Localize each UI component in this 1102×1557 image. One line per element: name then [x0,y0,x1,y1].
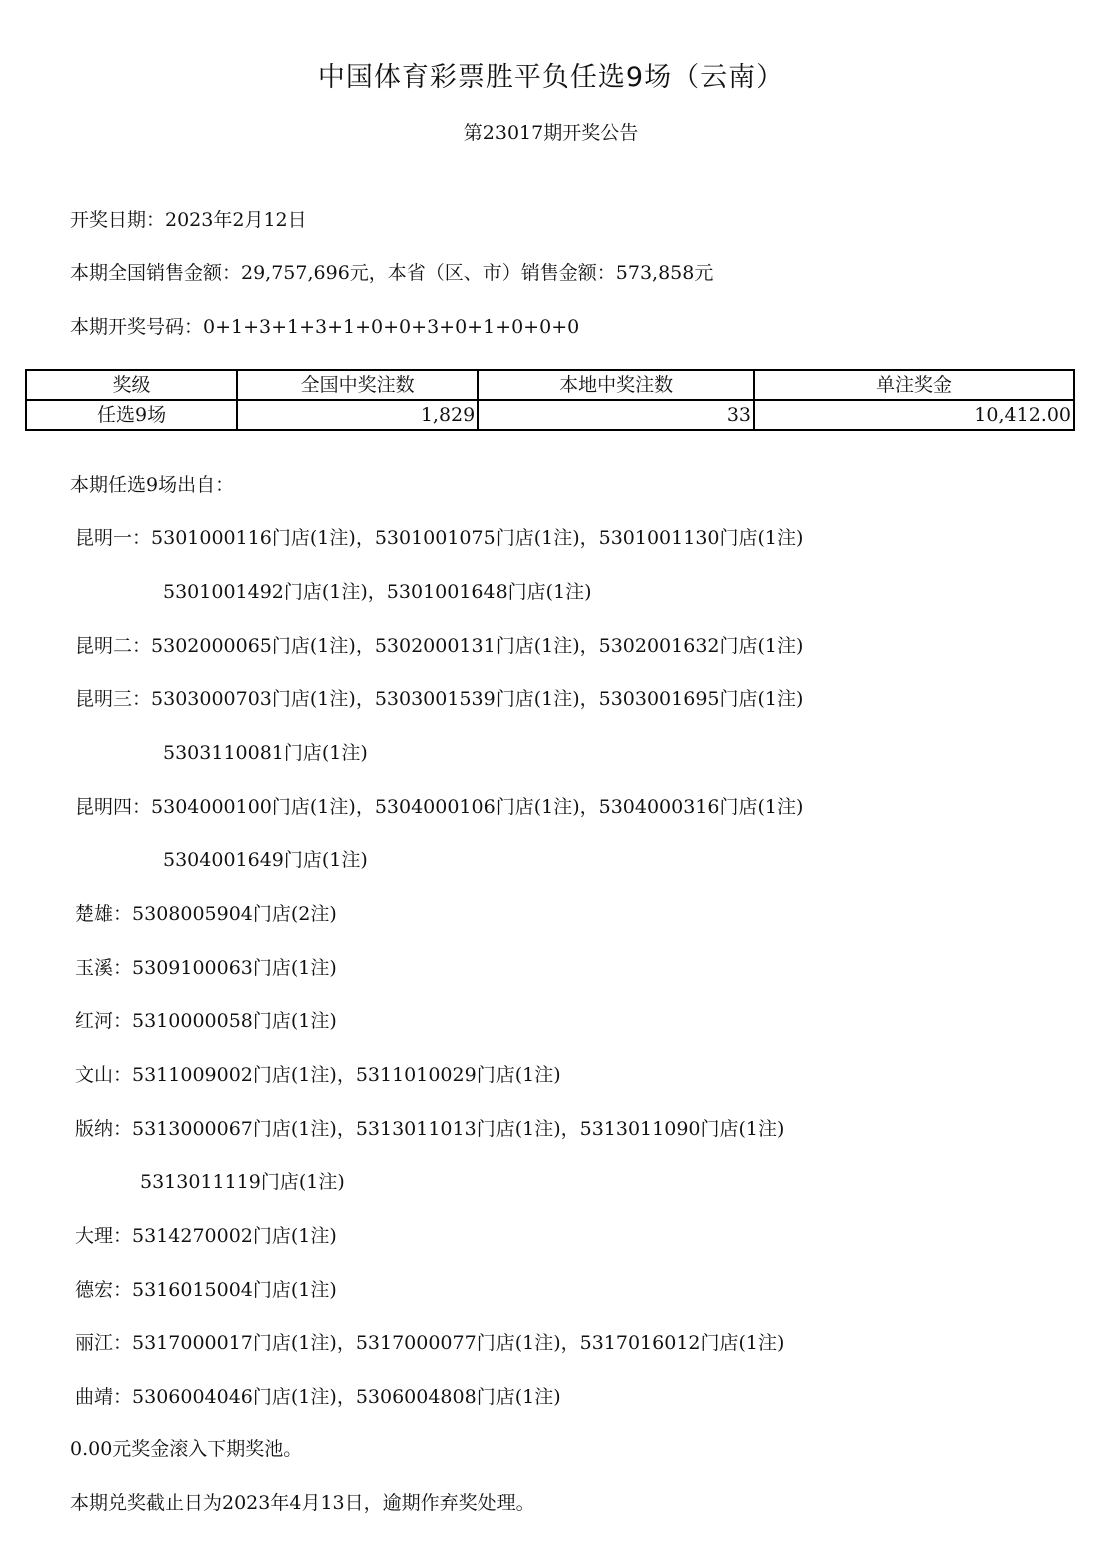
region-name: 红河： [75,1010,133,1032]
region-entry [75,684,803,714]
store-list: 5301000116门店(1注)，5301001075门店(1注)，5301001130门店(1注) [151,527,804,549]
rollover-notice: 0.00元奖金滚入下期奖池。 [70,1438,303,1460]
store-list: 5306004046门店(1注)，5306004808门店(1注) [132,1386,561,1408]
region-entry [75,899,337,929]
header-prize-amount: 单注奖金 [754,370,1074,400]
cell-local-count: 33 [478,400,754,430]
region-entry [75,953,337,983]
cell-national-count: 1,829 [237,400,478,430]
region-name: 版纳： [75,1118,133,1140]
issue-subtitle: 第23017期开奖公告 [463,122,639,144]
region-entry [75,1060,561,1090]
deadline-notice: 本期兑奖截止日为2023年4月13日，逾期作弃奖处理。 [70,1492,535,1514]
region-entry [75,1275,337,1305]
store-list: 5311009002门店(1注)，5311010029门店(1注) [132,1064,561,1086]
winning-numbers: 本期开奖号码：0+1+3+1+3+1+0+0+3+0+1+0+0+0 [70,316,580,338]
region-entry [75,1221,337,1251]
store-list-continued: 5304001649门店(1注) [163,849,368,871]
region-name: 昆明三： [75,688,152,710]
prize-table [25,369,1075,431]
region-name: 玉溪： [75,957,133,979]
store-list: 5303000703门店(1注)，5303001539门店(1注)，5303001695门店(1注) [151,688,804,710]
store-list: 5316015004门店(1注) [132,1279,337,1301]
source-heading: 本期任选9场出自： [70,474,235,496]
store-list: 5304000100门店(1注)，5304000106门店(1注)，5304000316门店(1注) [151,796,804,818]
cell-level: 任选9场 [26,400,237,430]
table-row [26,400,1074,430]
store-list-continued: 5313011119门店(1注) [140,1171,345,1193]
store-list: 5317000017门店(1注)，5317000077门店(1注)，5317016012门店(1注) [132,1332,785,1354]
page-title: 中国体育彩票胜平负任选9场（云南） [317,62,785,93]
cell-prize-amount: 10,412.00 [754,400,1074,430]
region-name: 丽江： [75,1332,133,1354]
region-name: 曲靖： [75,1386,133,1408]
region-name: 大理： [75,1225,133,1247]
region-entry [75,1114,784,1144]
store-list: 5313000067门店(1注)，5313011013门店(1注)，5313011090门店(1注) [132,1118,785,1140]
store-list: 5309100063门店(1注) [132,957,337,979]
region-entry [75,1006,337,1036]
header-national-count: 全国中奖注数 [237,370,478,400]
region-name: 文山： [75,1064,133,1086]
header-local-count: 本地中奖注数 [478,370,754,400]
region-entry [75,1328,784,1358]
store-list: 5314270002门店(1注) [132,1225,337,1247]
store-list-continued: 5301001492门店(1注)，5301001648门店(1注) [163,581,592,603]
prize-table-header [26,370,1074,400]
region-entry [75,792,803,822]
region-entry [75,523,803,553]
draw-date: 开奖日期：2023年2月12日 [70,209,307,231]
store-list: 5302000065门店(1注)，5302000131门店(1注)，5302001632门店(1注) [151,635,804,657]
region-name: 昆明四： [75,796,152,818]
region-name: 昆明一： [75,527,152,549]
store-list-continued: 5303110081门店(1注) [163,742,368,764]
store-list: 5310000058门店(1注) [132,1010,337,1032]
region-entry [75,1382,561,1412]
region-name: 昆明二： [75,635,152,657]
region-name: 德宏： [75,1279,133,1301]
store-list: 5308005904门店(2注) [132,903,337,925]
sales-amount: 本期全国销售金额：29,757,696元，本省（区、市）销售金额：573,858元 [70,262,714,284]
header-level: 奖级 [26,370,237,400]
region-entry [75,631,803,661]
region-name: 楚雄： [75,903,133,925]
